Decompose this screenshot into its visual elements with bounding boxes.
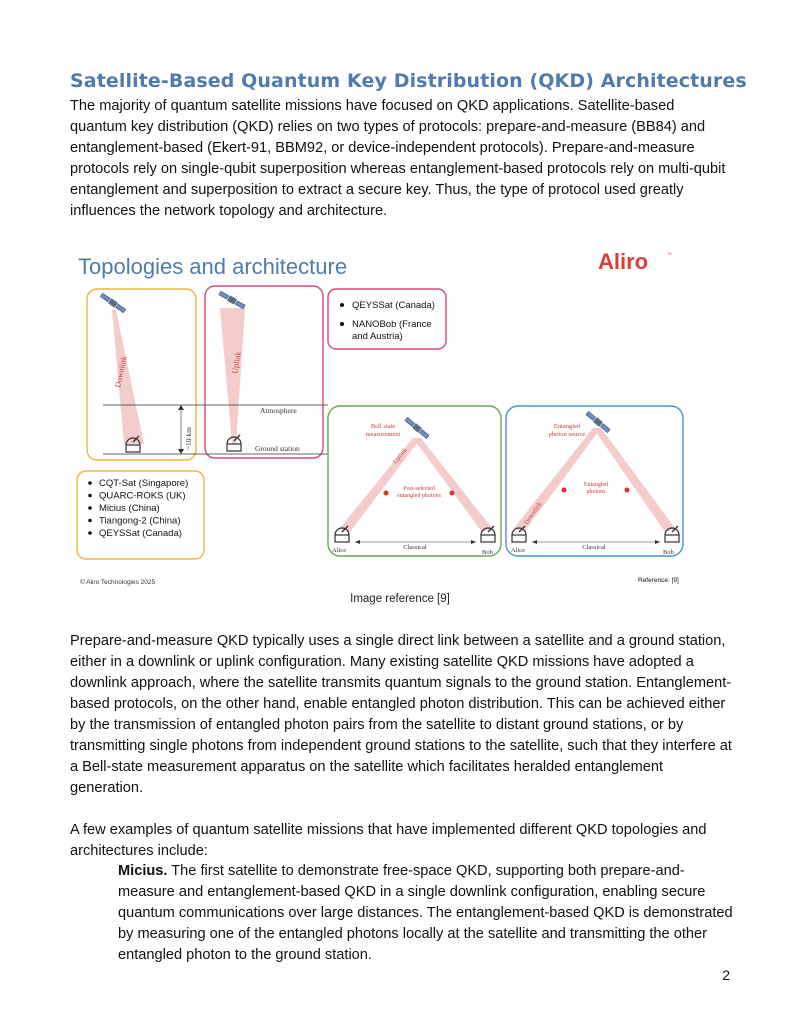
mission-bullet: [88, 506, 92, 510]
uplink-mission-item: NANOBob (France: [352, 319, 432, 330]
source-label: photon source: [548, 431, 586, 438]
distance-label: ~10 km: [184, 426, 193, 450]
downlink-mission-item: QUARC-ROKS (UK): [99, 490, 186, 502]
figure-reference: Reference: [9]: [638, 577, 679, 584]
mission-bullet: [88, 519, 92, 523]
section-heading: Satellite-Based Quantum Key Distribution (QKD) Architectures: [70, 70, 747, 92]
downlink-mission-item: CQT-Sat (Singapore): [99, 478, 189, 489]
bsm-label: measurement: [365, 431, 401, 438]
examples-intro-paragraph: A few examples of quantum satellite missions that have implemented different QKD topologies and architectures include:: [70, 822, 707, 859]
micius-term: Micius.: [118, 863, 168, 879]
photon-icon: [450, 491, 455, 496]
photon-icon: [625, 488, 630, 493]
topologies-figure: [70, 238, 730, 590]
uplink-beam: [220, 308, 245, 444]
source-label: Entangled: [553, 423, 581, 430]
topologies-diagram: [70, 238, 730, 590]
logo-trademark: ™: [667, 252, 672, 258]
green-uplink-label: Uplink: [392, 446, 409, 466]
atmosphere-label: Atmosphere: [260, 406, 297, 415]
micius-item: [118, 861, 738, 966]
aliro-logo: Aliro: [598, 249, 649, 274]
satellite-icon: [218, 290, 245, 309]
bsm-label: Bell state: [370, 423, 396, 430]
mission-bullet: [88, 494, 92, 498]
intro-paragraph: The majority of quantum satellite missions have focused on QKD applications. Satellite-based quantum key distribution (QKD) relies on two types of protocols: prepare-and-measure (BB84) and entanglement-based (Ekert-91, BBM92, or device-independent protocols). Prepare-and-measure protocols rely on single-qubit superposition whereas entanglement-based protocols rely on multi-qubit entanglement and superposition to extract a secure key. Thus, the type of protocol used greatly influences the network topology and architecture.: [70, 98, 726, 219]
downlink-mission-item: Tiangong-2 (China): [99, 515, 181, 527]
entangled-photons-label: Entangled: [583, 482, 609, 488]
alice-label: Alice: [332, 547, 347, 554]
downlink-label: Downlink: [113, 355, 129, 389]
bob-label: Bob: [482, 549, 493, 556]
classical-label: Classical: [403, 544, 427, 551]
bob-label: Bob: [663, 549, 674, 556]
uplink-mission-item-wrap: and Austria): [352, 331, 403, 342]
classical-label: Classical: [582, 544, 606, 551]
figure-caption: Image reference [9]: [350, 593, 450, 605]
uplink-beam-left: [340, 438, 421, 532]
page-number: 2: [722, 967, 730, 983]
mission-bullet: [88, 531, 92, 535]
downlink-mission-item: QEYSSat (Canada): [99, 528, 182, 539]
photon-icon: [562, 488, 567, 493]
satellite-icon: [404, 417, 429, 440]
entangled-photons-label: photons: [586, 489, 606, 495]
figure-copyright: © Aliro Technologies 2025: [80, 579, 156, 586]
ground-station-label: Ground station: [255, 444, 300, 453]
post-selected-label: entangled photons: [397, 493, 441, 499]
mission-bullet: [88, 481, 92, 485]
blue-downlink-label: Downlink: [522, 500, 544, 527]
photon-icon: [384, 491, 389, 496]
downlink-missions-list: [88, 478, 188, 539]
downlink-beam-right: [593, 428, 675, 532]
downlink-mission-item: Micius (China): [99, 503, 160, 514]
uplink-mission-item: QEYSSat (Canada): [352, 300, 435, 311]
uplink-beam-right: [413, 438, 492, 532]
alice-label: Alice: [511, 547, 526, 554]
body-paragraph: Prepare-and-measure QKD typically uses a single direct link between a satellite and a ground station, either in a downlink or uplink configuration. Many existing satellite QKD missions have adopted a downlink approach, where the satellite transmits quantum signals to the ground station. Entanglement-based protocols, on the other hand, enable entangled photon distribution. This can be achieved either by the transmission of entangled photon pairs from the satellite to distant ground stations, or by transmitting single photons from independent ground stations to the satellite, such that they interfere at a Bell-state measurement apparatus on the satellite which facilitates heralded entanglement generation.: [70, 633, 732, 796]
post-selected-label: Post-selected: [403, 486, 435, 492]
micius-description: The first satellite to demonstrate free-space QKD, supporting both prepare-and-measure and entanglement-based QKD in a single downlink configuration, enabling secure quantum communications over large distances. The entanglement-based QKD is demonstrated by measuring one of the entangled photons locally at the satellite and transmitting the other entangled photon to the ground station.: [118, 863, 733, 963]
figure-title: Topologies and architecture: [78, 254, 348, 279]
uplink-label: Uplink: [230, 350, 243, 375]
